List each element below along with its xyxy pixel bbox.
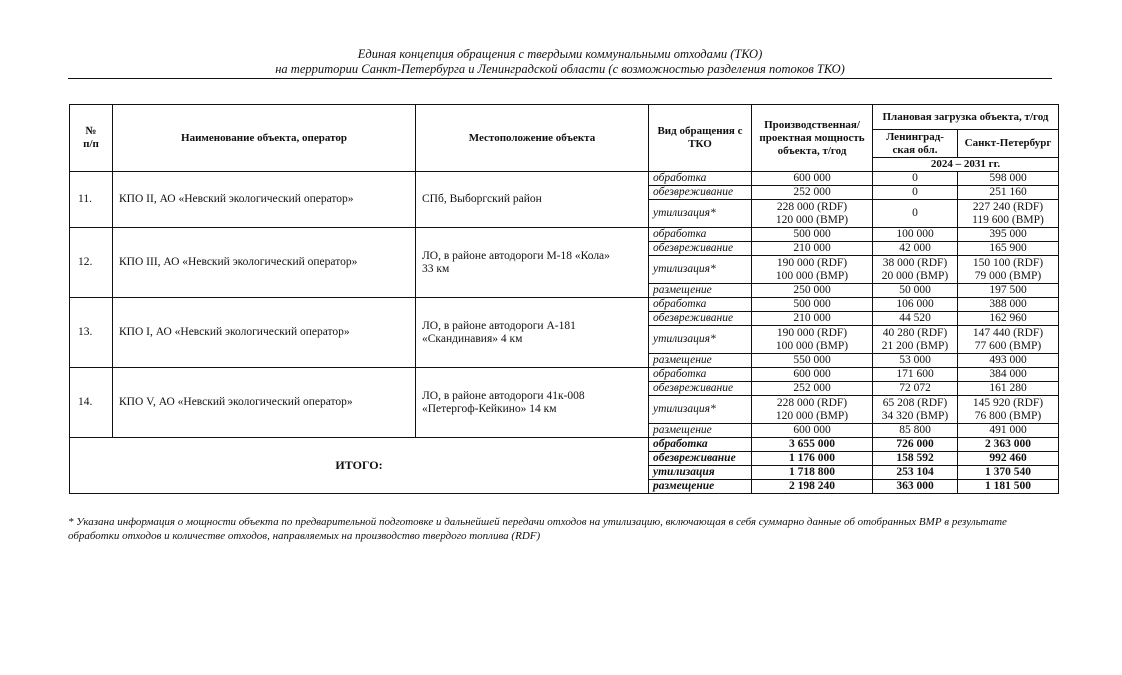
total-spb-cell: 2 363 000 — [958, 438, 1059, 452]
kind-cell: обработка — [649, 172, 752, 186]
capacity-cell: 210 000 — [752, 242, 873, 256]
lo-cell: 50 000 — [873, 284, 958, 298]
lo-cell: 100 000 — [873, 228, 958, 242]
total-spb-cell: 1 370 540 — [958, 466, 1059, 480]
total-capacity-cell: 2 198 240 — [752, 480, 873, 494]
total-spb-cell: 1 181 500 — [958, 480, 1059, 494]
kind-cell: утилизация* — [649, 326, 752, 354]
spb-cell: 165 900 — [958, 242, 1059, 256]
object-name: КПО III, АО «Невский экологический оператор» — [113, 228, 416, 298]
lo-cell: 171 600 — [873, 368, 958, 382]
kind-cell: обезвреживание — [649, 312, 752, 326]
spb-cell: 197 500 — [958, 284, 1059, 298]
capacity-cell: 500 000 — [752, 228, 873, 242]
lo-cell: 65 208 (RDF) 34 320 (ВМР) — [873, 396, 958, 424]
lo-cell: 42 000 — [873, 242, 958, 256]
spb-cell: 491 000 — [958, 424, 1059, 438]
total-label: ИТОГО: — [70, 438, 649, 494]
lo-cell: 0 — [873, 186, 958, 200]
capacity-cell: 550 000 — [752, 354, 873, 368]
capacity-cell: 500 000 — [752, 298, 873, 312]
total-kind-cell: утилизация — [649, 466, 752, 480]
object-name: КПО I, АО «Невский экологический оператор» — [113, 298, 416, 368]
kind-cell: обработка — [649, 228, 752, 242]
object-name: КПО V, АО «Невский экологический оператор» — [113, 368, 416, 438]
title-divider — [68, 78, 1052, 79]
spb-cell: 147 440 (RDF) 77 600 (ВМР) — [958, 326, 1059, 354]
object-index: 13. — [70, 298, 113, 368]
total-kind-cell: обезвреживание — [649, 452, 752, 466]
lo-cell: 85 800 — [873, 424, 958, 438]
lo-cell: 44 520 — [873, 312, 958, 326]
object-index: 12. — [70, 228, 113, 298]
lo-cell: 0 — [873, 172, 958, 186]
total-lo-cell: 158 592 — [873, 452, 958, 466]
header-spb: Санкт-Петербург — [958, 130, 1059, 158]
capacity-cell: 250 000 — [752, 284, 873, 298]
kind-cell: размещение — [649, 424, 752, 438]
capacity-cell: 252 000 — [752, 186, 873, 200]
kind-cell: размещение — [649, 284, 752, 298]
kind-cell: обезвреживание — [649, 382, 752, 396]
document-title — [68, 47, 1052, 77]
capacity-cell: 252 000 — [752, 382, 873, 396]
total-capacity-cell: 1 176 000 — [752, 452, 873, 466]
capacity-cell: 190 000 (RDF) 100 000 (ВМР) — [752, 256, 873, 284]
header-name: Наименование объекта, оператор — [113, 105, 416, 172]
header-planned: Плановая загрузка объекта, т/год — [873, 105, 1059, 130]
total-capacity-cell: 3 655 000 — [752, 438, 873, 452]
object-location: СПб, Выборгский район — [416, 172, 649, 228]
object-location: ЛО, в районе автодороги А-181 «Скандинавия» 4 км — [416, 298, 649, 368]
spb-cell: 384 000 — [958, 368, 1059, 382]
lo-cell: 38 000 (RDF) 20 000 (ВМР) — [873, 256, 958, 284]
total-lo-cell: 726 000 — [873, 438, 958, 452]
kind-cell: обезвреживание — [649, 242, 752, 256]
spb-cell: 493 000 — [958, 354, 1059, 368]
kind-cell: обработка — [649, 368, 752, 382]
spb-cell: 162 960 — [958, 312, 1059, 326]
total-kind-cell: размещение — [649, 480, 752, 494]
spb-cell: 598 000 — [958, 172, 1059, 186]
lo-cell: 0 — [873, 200, 958, 228]
header-years: 2024 – 2031 гг. — [873, 158, 1059, 172]
total-lo-cell: 363 000 — [873, 480, 958, 494]
object-location: ЛО, в районе автодороги 41к-008 «Петергоф-Кейкино» 14 км — [416, 368, 649, 438]
lo-cell: 72 072 — [873, 382, 958, 396]
capacity-cell: 210 000 — [752, 312, 873, 326]
spb-cell: 395 000 — [958, 228, 1059, 242]
spb-cell: 161 280 — [958, 382, 1059, 396]
kind-cell: утилизация* — [649, 396, 752, 424]
capacity-cell: 600 000 — [752, 172, 873, 186]
total-capacity-cell: 1 718 800 — [752, 466, 873, 480]
kind-cell: утилизация* — [649, 256, 752, 284]
spb-cell: 227 240 (RDF) 119 600 (ВМР) — [958, 200, 1059, 228]
lo-cell: 40 280 (RDF) 21 200 (ВМР) — [873, 326, 958, 354]
capacity-cell: 228 000 (RDF) 120 000 (ВМР) — [752, 396, 873, 424]
object-index: 14. — [70, 368, 113, 438]
footnote: * Указана информация о мощности объекта по предварительной подготовке и дальнейшей передачи отходов на утилизацию, включающая в себя суммарно данные об отобранных ВМР в результате обработки отходов и количестве отходов, направляемых на производство твердого топлива (RDF) — [68, 516, 1007, 542]
object-name: КПО II, АО «Невский экологический оператор» — [113, 172, 416, 228]
total-kind-cell: обработка — [649, 438, 752, 452]
header-lo: Ленинград-ская обл. — [873, 130, 958, 158]
title-line-2: на территории Санкт-Петербурга и Ленинградской области (с возможностью разделения потоков ТКО) — [275, 62, 845, 76]
spb-cell: 150 100 (RDF) 79 000 (ВМР) — [958, 256, 1059, 284]
capacity-cell: 190 000 (RDF) 100 000 (ВМР) — [752, 326, 873, 354]
title-line-1: Единая концепция обращения с твердыми коммунальными отходами (ТКО) — [357, 47, 763, 61]
spb-cell: 388 000 — [958, 298, 1059, 312]
kind-cell: утилизация* — [649, 200, 752, 228]
spb-cell: 251 160 — [958, 186, 1059, 200]
header-num: № п/п — [70, 105, 113, 172]
total-lo-cell: 253 104 — [873, 466, 958, 480]
object-location: ЛО, в районе автодороги М-18 «Кола» 33 км — [416, 228, 649, 298]
kind-cell: обезвреживание — [649, 186, 752, 200]
lo-cell: 53 000 — [873, 354, 958, 368]
spb-cell: 145 920 (RDF) 76 800 (ВМР) — [958, 396, 1059, 424]
lo-cell: 106 000 — [873, 298, 958, 312]
kind-cell: обработка — [649, 298, 752, 312]
capacity-cell: 228 000 (RDF) 120 000 (ВМР) — [752, 200, 873, 228]
facilities-table — [69, 104, 1059, 494]
capacity-cell: 600 000 — [752, 368, 873, 382]
kind-cell: размещение — [649, 354, 752, 368]
total-spb-cell: 992 460 — [958, 452, 1059, 466]
header-kind: Вид обращения с ТКО — [649, 105, 752, 172]
header-capacity: Производственная/ проектная мощность объекта, т/год — [752, 105, 873, 172]
header-location: Местоположение объекта — [416, 105, 649, 172]
capacity-cell: 600 000 — [752, 424, 873, 438]
object-index: 11. — [70, 172, 113, 228]
